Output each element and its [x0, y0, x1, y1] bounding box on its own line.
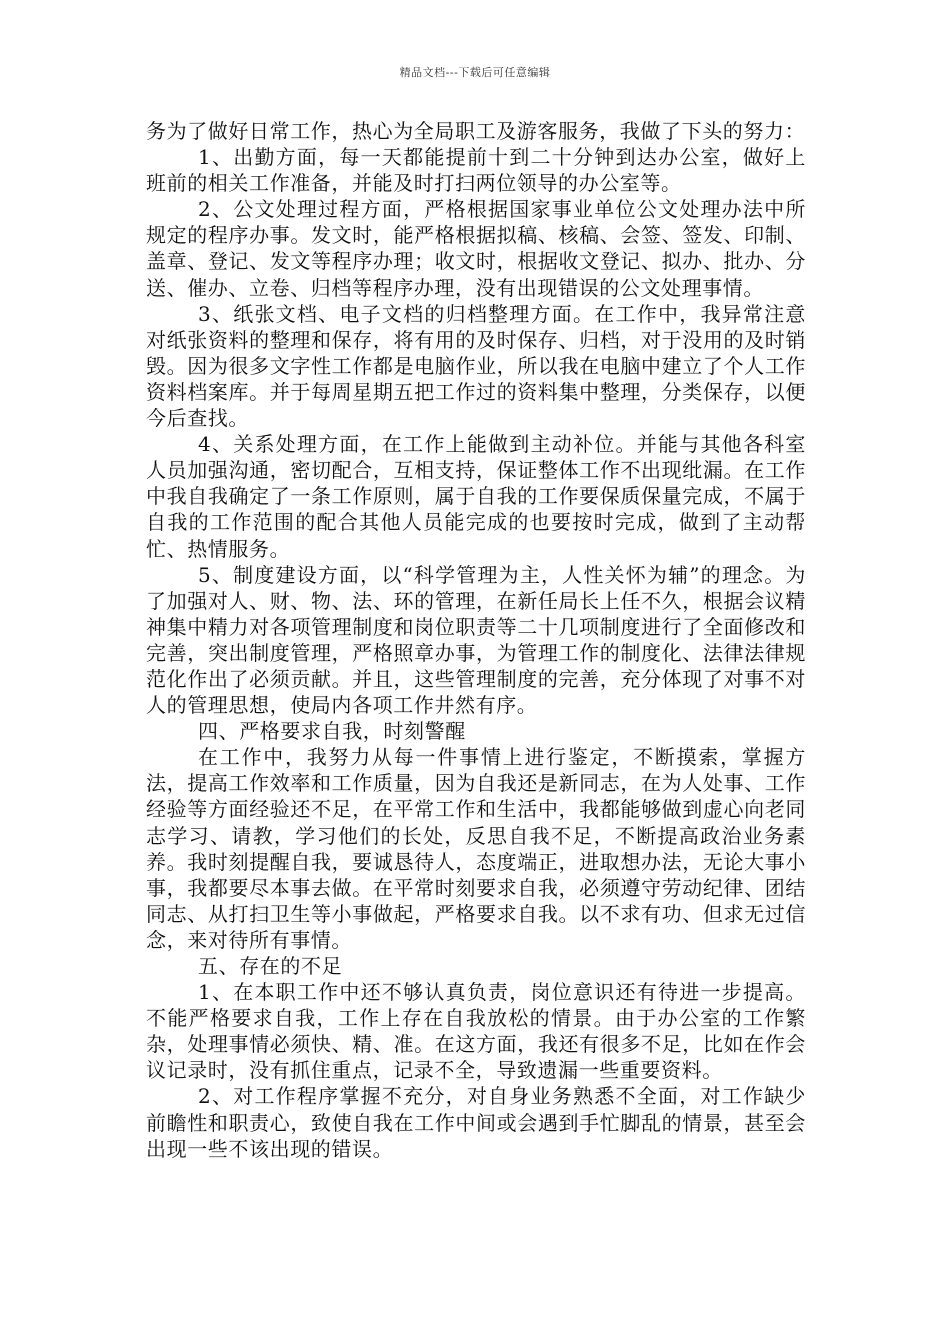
- paragraph-self-discipline: 在工作中，我努力从每一件事情上进行鉴定，不断摸索，掌握方法，提高工作效率和工作质量，因为自我还是新同志，在为人处事、工作经验等方面经验还不足，在平常工作和生活中，我都能够做到虚心向老同志学习、请教，学习他们的长处，反思自我不足，不断提高政治业务素养。我时刻提醒自我，要诚恳待人，态度端正，进取想办法，无论大事小事，我都要尽本事去做。在平常时刻要求自我，必须遵守劳动纪律、团结同志、从打扫卫生等小事做起，严格要求自我。以不求有功、但求无过信念，来对待所有事情。: [146, 745, 806, 952]
- section-heading-shortcomings: 五、存在的不足: [198, 954, 343, 978]
- paragraph-system-building: 5、制度建设方面，以“科学管理为主，人性关怀为辅”的理念。为了加强对人、财、物、法、环的管理，在新任局长上任不久，根据会议精神集中精力对各项管理制度和岗位职责等二十几项制度进行了全面修改和完善，突出制度管理，严格照章办事，为管理工作的制度化、法律法律规范化作出了必须贡献。并且，这些管理制度的完善，充分体现了对事不对人的管理思想，使局内各项工作井然有序。: [146, 562, 806, 718]
- paragraph-continuation: 务为了做好日常工作，热心为全局职工及游客服务，我做了下头的努力：: [146, 119, 806, 143]
- section-heading-self-discipline: 四、严格要求自我，时刻警醒: [198, 719, 466, 744]
- page-header: 精品文档---下载后可任意编辑: [399, 66, 551, 79]
- paragraph-document-processing: 2、公文处理过程方面，严格根据国家事业单位公文处理办法中所规定的程序办事。发文时，能严格根据拟稿、核稿、会签、签发、印制、盖章、登记、发文等程序办理；收文时，根据收文登记、拟办、批办、分送、催办、立卷、归档等程序办理，没有出现错误的公文处理事情。: [146, 197, 806, 300]
- document-body: [146, 118, 806, 1162]
- paragraph-relations: 4、关系处理方面，在工作上能做到主动补位。并能与其他各科室人员加强沟通，密切配合，互相支持，保证整体工作不出现纰漏。在工作中我自我确定了一条工作原则，属于自我的工作要保质保量完成，不属于自我的工作范围的配合其他人员能完成的也要按时完成，做到了主动帮忙、热情服务。: [146, 432, 806, 561]
- paragraph-archiving: 3、纸张文档、电子文档的归档整理方面。在工作中，我异常注意对纸张资料的整理和保存，将有用的及时保存、归档，对于没用的及时销毁。因为很多文字性工作都是电脑作业，所以我在电脑中建立了个人工作资料档案库。并于每周星期五把工作过的资料集中整理，分类保存，以便今后查找。: [146, 301, 806, 431]
- paragraph-shortcoming-2: 2、对工作程序掌握不充分，对自身业务熟悉不全面，对工作缺少前瞻性和职责心，致使自我在工作中间或会遇到手忙脚乱的情景，甚至会出现一些不该出现的错误。: [146, 1084, 806, 1161]
- paragraph-shortcoming-1: 1、在本职工作中还不够认真负责，岗位意识还有待进一步提高。不能严格要求自我，工作上存在自我放松的情景。由于办公室的工作繁杂，处理事情必须快、精、准。在这方面，我还有很多不足，比如在作会议记录时，没有抓住重点，记录不全，导致遗漏一些重要资料。: [146, 980, 806, 1083]
- paragraph-attendance: 1、出勤方面，每一天都能提前十到二十分钟到达办公室，做好上班前的相关工作准备，并能及时打扫两位领导的办公室等。: [146, 145, 806, 196]
